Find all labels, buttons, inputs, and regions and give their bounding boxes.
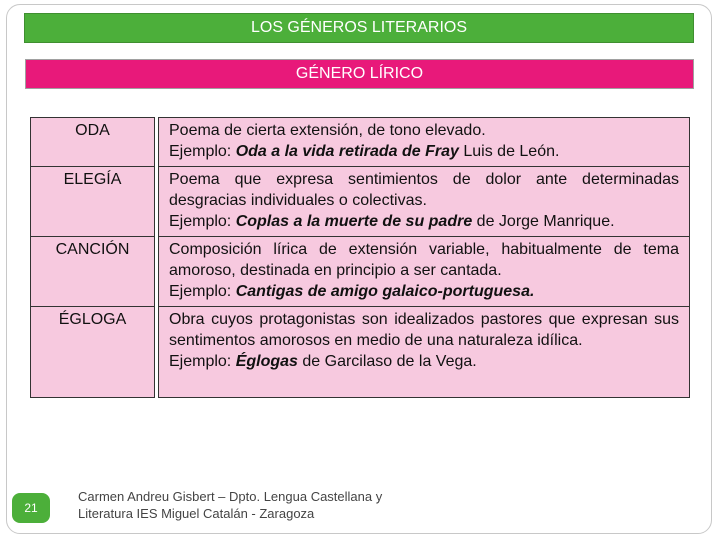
- genre-example: [169, 211, 679, 232]
- genre-table: [30, 117, 690, 398]
- page-number-badge: [12, 493, 50, 523]
- example-suffix: de Jorge Manrique.: [472, 213, 615, 230]
- genre-term-egloga: ÉGLOGA: [31, 307, 155, 398]
- table-row: [31, 167, 690, 237]
- genre-example: [169, 351, 679, 372]
- genre-definition: Poema de cierta extensión, de tono elevado.: [169, 122, 486, 139]
- genre-definition: Composición lírica de extensión variable, habitualmente de tema amoroso, destinada en principio a ser cantada.: [169, 241, 679, 279]
- example-title: Églogas: [235, 353, 298, 370]
- example-suffix: de Garcilaso de la Vega.: [297, 353, 477, 370]
- example-prefix: Ejemplo:: [169, 213, 236, 230]
- genre-description-egloga: [159, 307, 690, 398]
- table-row: [31, 237, 690, 307]
- example-suffix: Luis de León.: [458, 143, 560, 160]
- page-number: 21: [24, 501, 38, 515]
- genre-definition: Obra cuyos protagonistas son idealizados pastores que expresan sus sentimentos amorosos en medio de una naturaleza idílica.: [169, 311, 679, 349]
- title-bar: [24, 13, 694, 43]
- genre-term-cancion: CANCIÓN: [31, 237, 155, 307]
- example-title: Cantigas de amigo galaico-portuguesa.: [235, 283, 535, 300]
- genre-term-oda: ODA: [31, 118, 155, 167]
- genre-example: [169, 141, 679, 162]
- footer-credit-line-1: Carmen Andreu Gisbert – Dpto. Lengua Castellana y: [78, 489, 383, 504]
- table-row: [31, 307, 690, 398]
- example-title: Oda a la vida retirada de Fray: [235, 143, 459, 160]
- footer-credit: [78, 488, 438, 522]
- genre-description-cancion: [159, 237, 690, 307]
- slide-title: LOS GÉNEROS LITERARIOS: [250, 19, 468, 36]
- genre-description-oda: [159, 118, 690, 167]
- subtitle-bar: [25, 59, 694, 89]
- slide-subtitle: GÉNERO LÍRICO: [295, 65, 424, 82]
- footer-credit-line-2: Literatura IES Miguel Catalán - Zaragoza: [78, 506, 315, 521]
- genre-term-elegia: ELEGÍA: [31, 167, 155, 237]
- genre-definition: Poema que expresa sentimientos de dolor ante determinadas desgracias individuales o colectivas.: [169, 171, 679, 209]
- genre-description-elegia: [159, 167, 690, 237]
- example-prefix: Ejemplo:: [169, 283, 236, 300]
- example-prefix: Ejemplo:: [169, 143, 236, 160]
- example-prefix: Ejemplo:: [169, 353, 236, 370]
- example-title: Coplas a la muerte de su padre: [235, 213, 473, 230]
- genre-example: [169, 281, 679, 302]
- table-row: [31, 118, 690, 167]
